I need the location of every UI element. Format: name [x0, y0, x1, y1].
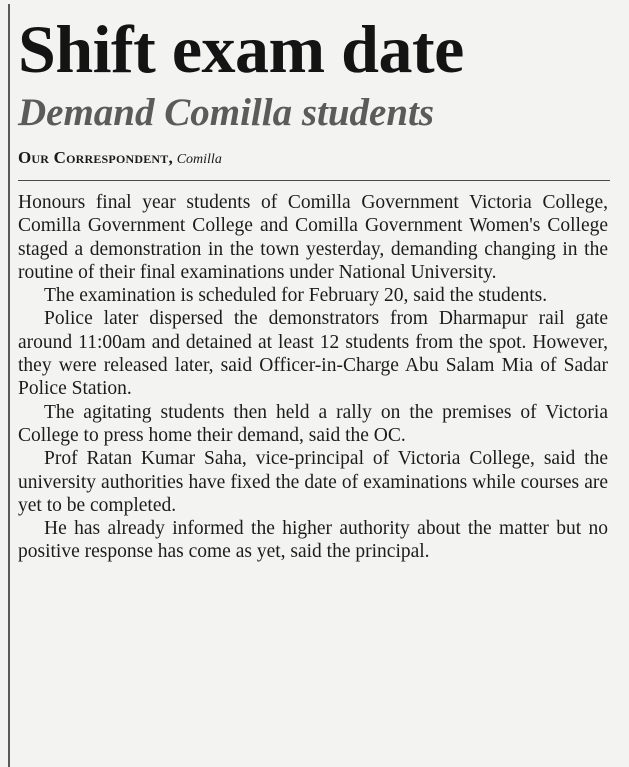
- paragraph: Honours final year students of Comilla Government Victoria College, Comilla Government College and Comilla Government Women's College staged a demonstration in the town yesterday, demanding changing in the routine of their final examinations under National University.: [18, 192, 608, 283]
- headline: Shift exam date: [18, 11, 464, 87]
- article-body: [18, 191, 608, 564]
- paragraph: The examination is scheduled for February 20, said the students.: [44, 285, 548, 307]
- news-clipping: [18, 0, 618, 564]
- paragraph: The agitating students then held a rally on the premises of Victoria College to press home their demand, said the OC.: [18, 401, 608, 446]
- paragraph: Prof Ratan Kumar Saha, vice-principal of Victoria College, said the university authorities have fixed the date of examinations while courses are yet to be completed.: [18, 448, 608, 516]
- column-rule: [8, 4, 10, 767]
- byline: [18, 148, 618, 170]
- byline-place: Comilla: [176, 152, 222, 167]
- byline-name: Our Correspondent,: [18, 148, 173, 167]
- paragraph: Police later dispersed the demonstrators from Dharmapur rail gate around 11:00am and detained at least 12 students from the spot. However, they were released later, said Officer-in-Charge Abu Salam Mia of Sadar Police Station.: [18, 308, 608, 400]
- divider: [18, 180, 610, 181]
- subheadline: Demand Comilla students: [18, 91, 435, 134]
- paragraph: He has already informed the higher authority about the matter but no positive response has come as yet, said the principal.: [18, 518, 608, 563]
